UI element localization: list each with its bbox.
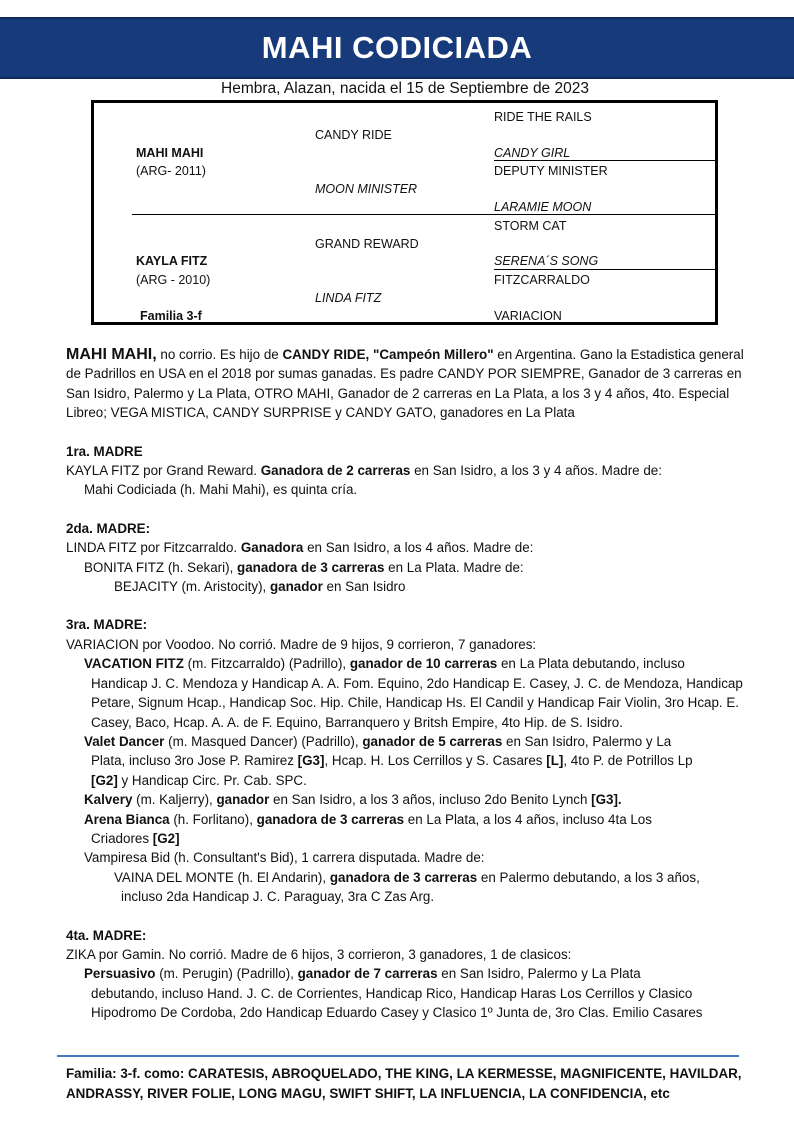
produce-line: Valet Dancer (m. Masqued Dancer) (Padrillo), ganador de 5 carreras en San Isidro, Palermo y La	[84, 733, 672, 749]
horse-description: Hembra, Alazan, nacida el 15 de Septiembre de 2023	[221, 80, 589, 97]
section-heading: 2da. MADRE:	[66, 520, 151, 536]
pedigree-sd: MOON MINISTER	[315, 182, 418, 196]
produce-line-cont: incluso 2da Handicap J. C. Paraguay, 3ra C Zas Arg.	[121, 889, 435, 905]
section-heading: 4ta. MADRE:	[66, 927, 147, 943]
dam-line: KAYLA FITZ por Grand Reward. Ganadora de 2 carreras en San Isidro, a los 3 y 4 años. Madre de:	[66, 463, 662, 479]
produce-line: Vampiresa Bid (h. Consultant's Bid), 1 carrera disputada. Madre de:	[84, 850, 485, 866]
pedigree-ds: GRAND REWARD	[315, 237, 419, 251]
sire-name: MAHI MAHI,	[66, 346, 157, 363]
pedigree-ssd: CANDY GIRL	[494, 146, 571, 160]
produce-line: BONITA FITZ (h. Sekari), ganadora de 3 carreras en La Plata. Madre de:	[84, 559, 524, 575]
pedigree-dam: KAYLA FITZ	[136, 254, 208, 268]
section-heading: 1ra. MADRE	[66, 443, 143, 459]
produce-line-cont: Criadores [G2]	[91, 830, 180, 846]
pedigree-sss: RIDE THE RAILS	[494, 110, 592, 124]
pedigree-dam-origin: (ARG - 2010)	[136, 273, 211, 287]
pedigree-dsd: SERENA´S SONG	[494, 254, 599, 268]
produce-line: VAINA DEL MONTE (h. El Andarin), ganadora de 3 carreras en Palermo debutando, a los 3 años,	[114, 869, 700, 885]
pedigree-dss: STORM CAT	[494, 219, 567, 233]
dam-line: VARIACION por Voodoo. No corrió. Madre de 9 hijos, 9 corrieron, 7 ganadores:	[66, 636, 537, 652]
produce-line: Kalvery (m. Kaljerry), ganador en San Isidro, a los 3 años, incluso 2do Benito Lynch [G3].	[84, 792, 622, 808]
footer-rule	[57, 1055, 739, 1057]
produce-line-cont: debutando, incluso Hand. J. C. de Corrientes, Handicap Rico, Handicap Haras Los Cerrillos y Clasico Hipodromo De Cordoba, 2do Handicap Eduardo Casey y Clasico 1º Junta de, 3ro Clas. Emilio Casares	[91, 985, 703, 1021]
pedigree-sdd: LARAMIE MOON	[494, 200, 592, 214]
pedigree-dd: LINDA FITZ	[315, 291, 382, 305]
produce-line-cont: Handicap J. C. Mendoza y Handicap A. A. Fom. Equino, 2do Handicap E. Casey, J. C. de Mendoza, Handicap Petare, Signum Hcap., Handicap Soc. Hip. Chile, Handicap Hs. El Candil y Handicap Fair Violin, 3ro Hcap. E. Casey, Baco, Hcap. A. A. de F. Equino, Barranquero y Britsh Empire, 4to Hip. de S. Isidro.	[91, 675, 743, 730]
title-banner	[0, 17, 794, 79]
pedigree-divider	[494, 269, 718, 270]
produce-line: Persuasivo (m. Perugin) (Padrillo), ganador de 7 carreras en San Isidro, Palermo y La Plata	[84, 966, 641, 982]
pedigree-sds: DEPUTY MINISTER	[494, 164, 608, 178]
pedigree-ss: CANDY RIDE	[315, 128, 392, 142]
pedigree-notes	[66, 345, 756, 1023]
dam-line: LINDA FITZ por Fitzcarraldo. Ganadora en San Isidro, a los 4 años. Madre de:	[66, 540, 534, 556]
pedigree-table	[91, 100, 718, 325]
pedigree-sire: MAHI MAHI	[136, 146, 204, 160]
pedigree-dds: FITZCARRALDO	[494, 273, 590, 287]
produce-line-cont: Plata, incluso 3ro Jose P. Ramirez [G3], Hcap. H. Los Cerrillos y S. Casares [L], 4to P. de Potrillos Lp [G2] y Handicap Circ. Pr. Cab. SPC.	[91, 753, 693, 788]
pedigree-ddd: VARIACION	[494, 309, 562, 323]
pedigree-divider	[494, 160, 718, 161]
produce-line: Arena Bianca (h. Forlitano), ganadora de 3 carreras en La Plata, a los 4 años, incluso 4ta Los	[84, 811, 652, 827]
produce-line: VACATION FITZ (m. Fitzcarraldo) (Padrillo), ganador de 10 carreras en La Plata debutando, incluso	[84, 656, 685, 672]
family-footer: Familia: 3-f. como: CARATESIS, ABROQUELADO, THE KING, LA KERMESSE, MAGNIFICENTE, HAVILDAR, ANDRASSY, RIVER FOLIE, LONG MAGU, SWIFT SHIFT, LA INFLUENCIA, LA CONFIDENCIA, etc	[66, 1066, 742, 1101]
pedigree-divider	[132, 214, 718, 215]
page-title: MAHI CODICIADA	[261, 30, 533, 65]
produce-line: BEJACITY (m. Aristocity), ganador en San Isidro	[114, 579, 406, 595]
sire-summary: MAHI MAHI, no corrio. Es hijo de CANDY RIDE, "Campeón Millero" en Argentina. Gano la Estadistica general de Padrillos en USA en el 2018 por sumas ganadas. Es padre CANDY POR SIEMPRE, Ganador de 3 carreras en San Isidro, Palermo y La Plata, OTRO MAHI, Ganador de 2 carreras en La Plata, a los 3 y 4 años, 4to. Especial Libreo; VEGA MISTICA, CANDY SURPRISE y CANDY GATO, ganadores en La Plata	[66, 346, 744, 421]
dam-line: ZIKA por Gamin. No corrió. Madre de 6 hijos, 3 corrieron, 3 ganadores, 1 de clasicos:	[66, 946, 572, 962]
pedigree-sire-origin: (ARG- 2011)	[136, 164, 206, 178]
produce-line: Mahi Codiciada (h. Mahi Mahi), es quinta cría.	[84, 482, 358, 498]
pedigree-family: Familia 3-f	[140, 309, 202, 323]
section-heading: 3ra. MADRE:	[66, 617, 148, 633]
